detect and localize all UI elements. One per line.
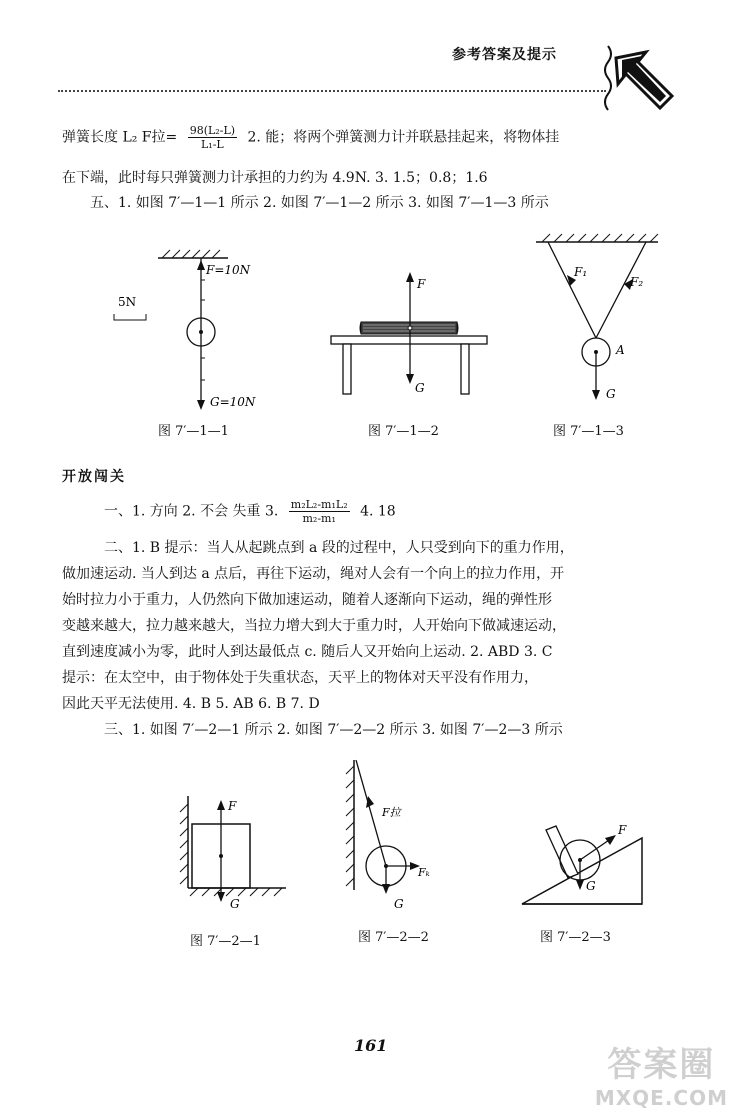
point-A-label: A [616, 343, 625, 357]
answer-line-2: 在下端，此时每只弹簧测力计承担的力约为 4.9N. 3. 1.5；0.8；1.6 [62, 170, 488, 186]
force-G-label: G [415, 381, 425, 395]
answer-line-3: 五、1. 如图 7′—1—1 所示 2. 如图 7′—1—2 所示 3. 如图 7′—1—3 所示 [90, 195, 549, 211]
force-F-label: F [618, 823, 627, 837]
force-F2-label: F₂ [630, 275, 644, 289]
force-F-label: F [417, 277, 426, 291]
figure-7-1-3 [530, 230, 670, 410]
force-G-label: G [230, 897, 240, 911]
open-q2-line-6: 提示：在太空中，由于物体处于失重状态，天平上的物体对天平没有作用力， [62, 670, 538, 686]
force-G-label: G=10N [210, 395, 256, 409]
caption-7-1-1: 图 7′—1—1 [158, 424, 229, 439]
open-q2-line-4: 变越来越大，拉力越来越大，当拉力增大到大于重力时，人开始向下做减速运动， [62, 618, 566, 634]
section-title: 开放闯关 [62, 469, 126, 485]
caption-7-1-3: 图 7′—1—3 [553, 424, 624, 439]
page-number: 161 [354, 1036, 388, 1055]
header-arrow-icon [600, 40, 690, 120]
answer-line-1: 弹簧长度 L₂ F拉= $\frac{\text{98(L₂-L)}}{\text{L₁-L}}$ 2. 能；将两个弹簧测力计并联悬挂起来，将物体挂 [62, 124, 560, 151]
force-G-label: G [394, 897, 404, 911]
header-divider [58, 90, 606, 92]
force-Fk-label: Fₖ [418, 866, 430, 879]
open-q2-line-7: 因此天平无法使用. 4. B 5. AB 6. B 7. D [62, 696, 320, 712]
header-title: 参考答案及提示 [452, 47, 557, 63]
figure-7-1-2 [325, 262, 495, 402]
caption-7-2-2: 图 7′—2—2 [358, 930, 429, 945]
open-q1: 一、1. 方向 2. 不会 失重 3. $\frac{\text{m₂L₂-m₁L₂}}{\text{m₂-m₁}}$ 4. 18 [104, 498, 396, 525]
force-G-label: G [606, 387, 616, 401]
caption-7-2-3: 图 7′—2—3 [540, 930, 611, 945]
open-q2-line-3: 始时拉力小于重力，人仍然向下做加速运动，随着人逐渐向下运动，绳的弹性形 [62, 592, 552, 608]
caption-7-2-1: 图 7′—2—1 [190, 934, 261, 949]
figure-7-2-2 [340, 756, 450, 916]
force-F-label: F=10N [206, 263, 251, 277]
fraction-tension: $\frac{\text{98(L₂-L)}}{\text{L₁-L}}$ [189, 124, 236, 151]
open-q2-line-2: 做加速运动. 当人到达 a 点后，再往下运动，绳对人会有一个向上的拉力作用，开 [62, 566, 565, 582]
force-F-label: F [228, 799, 237, 813]
fraction-q1: $\frac{\text{m₂L₂-m₁L₂}}{\text{m₂-m₁}}$ [290, 498, 348, 525]
watermark-logo: 答案圈 MXQE.COM [594, 1045, 728, 1110]
open-q3: 三、1. 如图 7′—2—1 所示 2. 如图 7′—2—2 所示 3. 如图 7′—2—3 所示 [104, 722, 563, 738]
open-q2-line-5: 直到速度减小为零，此时人到达最低点 c. 随后人又开始向上运动. 2. ABD 3. C [62, 644, 553, 660]
force-F1-label: F₁ [574, 265, 588, 279]
force-F-tension-label: F拉 [382, 806, 401, 819]
open-q2-line-1: 二、1. B 提示：当人从起跳点到 a 段的过程中，人只受到向下的重力作用， [104, 540, 574, 556]
force-G-label: G [586, 879, 596, 893]
figure-7-2-1 [176, 790, 306, 920]
figure-7-1-1 [100, 240, 280, 420]
scale-label: 5N [118, 295, 137, 309]
figure-7-2-3 [516, 816, 656, 916]
caption-7-1-2: 图 7′—1—2 [368, 424, 439, 439]
